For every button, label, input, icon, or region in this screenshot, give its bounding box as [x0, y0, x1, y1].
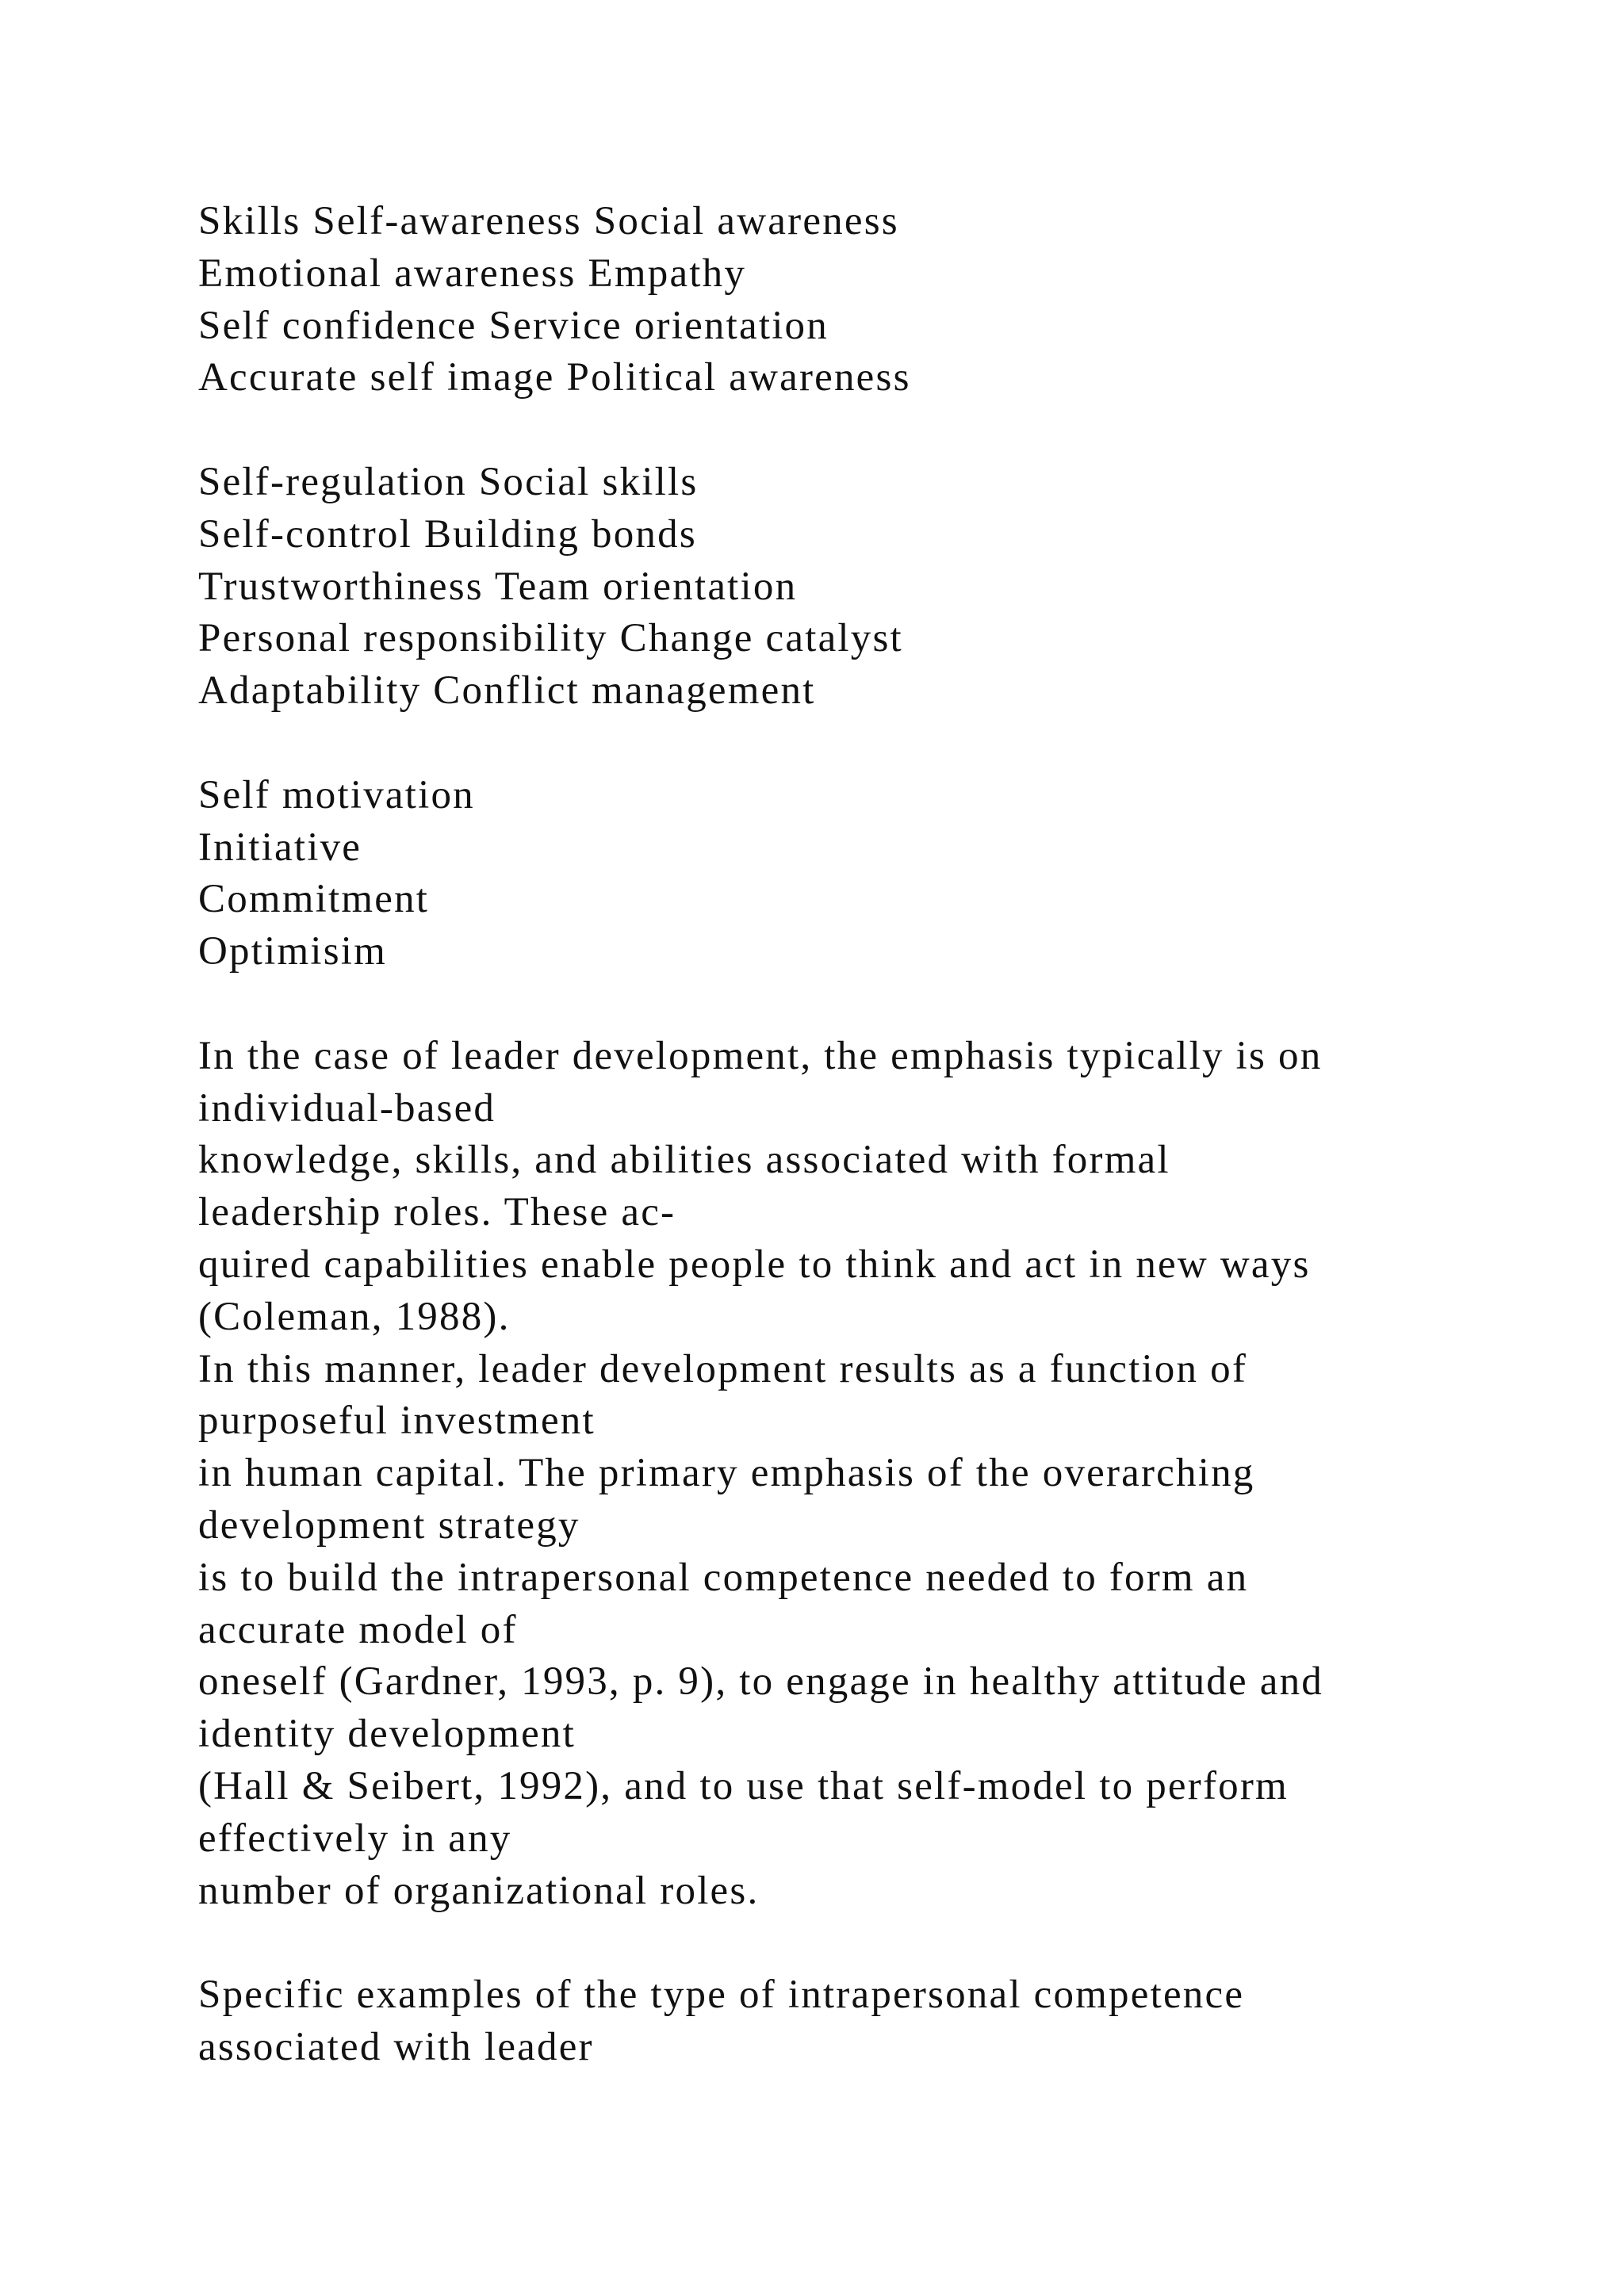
- text-line: leadership roles. These ac-: [198, 1190, 676, 1235]
- blank-line: [198, 404, 1562, 457]
- text-line: Initiative: [198, 825, 362, 870]
- text-line: associated with leader: [198, 2024, 594, 2069]
- text-line: (Hall & Seibert, 1992), and to use that self-model to perform: [198, 1763, 1289, 1808]
- text-line: purposeful investment: [198, 1399, 596, 1444]
- text-line: Self confidence Service orientation: [198, 303, 829, 348]
- text-line: Optimisim: [198, 929, 387, 974]
- text-line: development strategy: [198, 1502, 580, 1548]
- text-line: Personal responsibility Change catalyst: [198, 616, 903, 661]
- blank-line: [198, 718, 1562, 770]
- text-line: Emotional awareness Empathy: [198, 251, 747, 296]
- text-line: identity development: [198, 1712, 576, 1757]
- text-line: number of organizational roles.: [198, 1868, 760, 1913]
- text-line: (Coleman, 1988).: [198, 1294, 511, 1339]
- text-line: Self motivation: [198, 772, 475, 817]
- text-line: accurate model of: [198, 1607, 518, 1652]
- text-line: Self-regulation Social skills: [198, 459, 699, 504]
- text-line: Skills Self-awareness Social awareness: [198, 199, 899, 243]
- text-line: Accurate self image Political awareness: [198, 355, 911, 400]
- document-body: [198, 196, 1562, 2074]
- blank-line: [198, 978, 1562, 1031]
- text-line: individual-based: [198, 1085, 496, 1131]
- text-line: Trustworthiness Team orientation: [198, 564, 798, 609]
- text-line: Specific examples of the type of intrapersonal competence: [198, 1973, 1245, 2018]
- text-line: oneself (Gardner, 1993, p. 9), to engage in healthy attitude and: [198, 1659, 1324, 1705]
- text-line: quired capabilities enable people to think and act in new ways: [198, 1242, 1311, 1287]
- text-line: In the case of leader development, the emphasis typically is on: [198, 1033, 1323, 1078]
- text-line: In this manner, leader development results as a function of: [198, 1346, 1248, 1391]
- text-line: is to build the intrapersonal competence needed to form an: [198, 1555, 1249, 1600]
- text-line: Adaptability Conflict management: [198, 668, 816, 714]
- blank-line: [198, 1917, 1562, 1969]
- text-line: in human capital. The primary emphasis of the overarching: [198, 1451, 1255, 1496]
- text-line: Self-control Building bonds: [198, 511, 697, 557]
- text-line: effectively in any: [198, 1816, 512, 1861]
- text-line: knowledge, skills, and abilities associated with formal: [198, 1138, 1170, 1183]
- text-line: Commitment: [198, 877, 430, 922]
